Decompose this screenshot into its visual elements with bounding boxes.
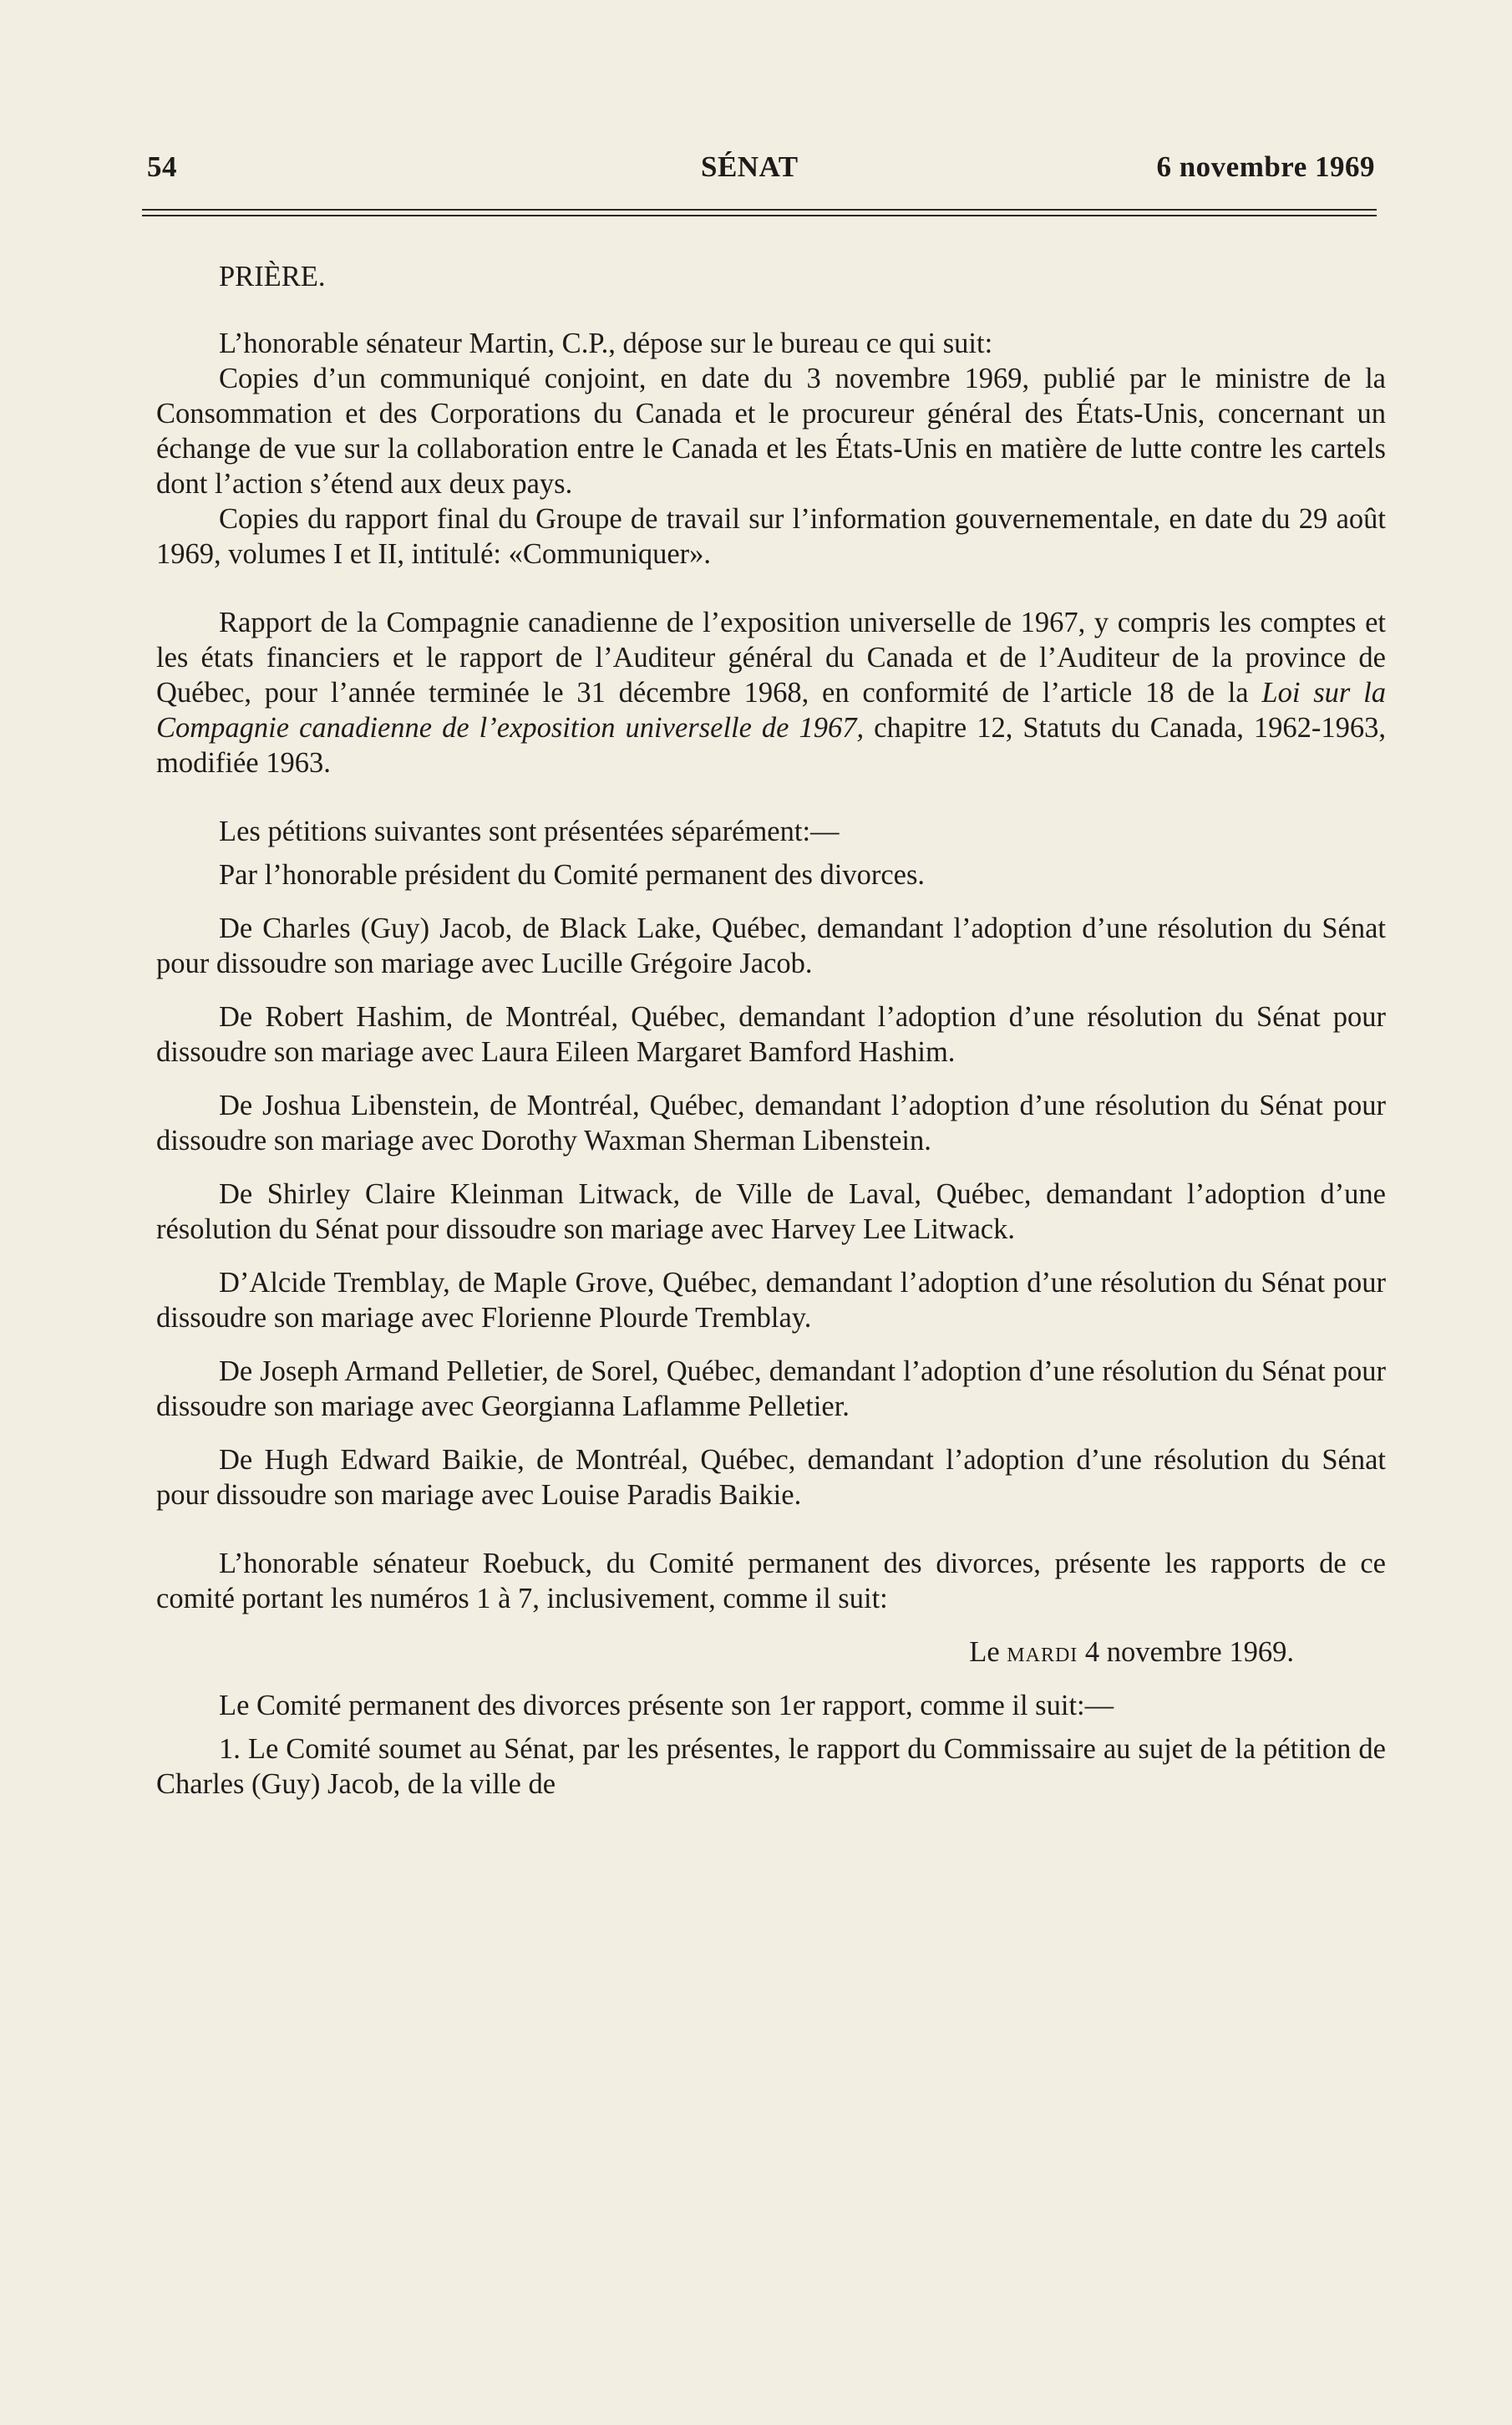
petition-litwack: De Shirley Claire Kleinman Litwack, de Ville de Laval, Québec, demandant l’adoption d’une résolution du Sénat pour dissoudre son mariage avec Harvey Lee Litwack.: [156, 1178, 1386, 1245]
paragraph-rapport-final: Copies du rapport final du Groupe de travail sur l’information gouvernementale, en date du 29 août 1969, volumes I et II, intitulé: «Communiquer».: [156, 503, 1386, 570]
date-line-suffix: 4 novembre 1969.: [1078, 1636, 1294, 1668]
date-line-prefix: Le: [969, 1636, 1007, 1668]
expo-report-text-a: Rapport de la Compagnie canadienne de l’exposition universelle de 1967, y compris les comptes et les états financiers et le rapport de l’Auditeur général du Canada et de l’Auditeur de la province de Québec, pour l’année terminée le 31 décembre 1968, en conformité de l’article 18 de la: [156, 607, 1386, 709]
expo-report-text-b: chapitre 12, Statuts du Canada, 1962-1963, modifiée 1963.: [156, 712, 1386, 779]
header-rule-top: [142, 209, 1377, 211]
section-heading: PRIÈRE.: [219, 261, 326, 292]
petition-libenstein: De Joshua Libenstein, de Montréal, Québec, demandant l’adoption d’une résolution du Sénat pour dissoudre son mariage avec Dorothy Waxman Sherman Libenstein.: [156, 1090, 1386, 1157]
report-date-line: [156, 1634, 1386, 1670]
petition-pelletier: De Joseph Armand Pelletier, de Sorel, Québec, demandant l’adoption d’une résolution du Sénat pour dissoudre son mariage avec Georgianna Laflamme Pelletier.: [156, 1355, 1386, 1422]
paragraph-petitions-intro: Les pétitions suivantes sont présentées séparément:—: [219, 816, 840, 847]
header-title: SÉNAT: [701, 150, 799, 183]
header-rule-bottom: [142, 215, 1377, 216]
paragraph-first-report: Le Comité permanent des divorces présente son 1er rapport, comme il suit:—: [219, 1690, 1114, 1721]
header-date: 6 novembre 1969: [1156, 150, 1375, 183]
expo-report-act-title: Loi sur la Compagnie canadienne de l’exposition universelle de 1967,: [156, 677, 1386, 744]
paragraph-tabling: L’honorable sénateur Martin, C.P., dépose sur le bureau ce qui suit:: [219, 328, 993, 359]
paragraph-petitions-by: Par l’honorable président du Comité permanent des divorces.: [219, 859, 926, 891]
date-line-day: mardi: [1007, 1636, 1078, 1668]
paragraph-roebuck-reports: L’honorable sénateur Roebuck, du Comité permanent des divorces, présente les rapports de ce comité portant les numéros 1 à 7, inclusivement, comme il suit:: [156, 1548, 1386, 1614]
paragraph-communique: Copies d’un communiqué conjoint, en date du 3 novembre 1969, publié par le ministre de la Consommation et des Corporations du Canada et le procureur général des États-Unis, concernant un échange de vue sur la collaboration entre le Canada et les États-Unis en matière de lutte contre les cartels dont l’action s’étend aux deux pays.: [156, 363, 1386, 500]
paragraph-expo-report: [156, 605, 1386, 780]
page-body: [156, 251, 1386, 1802]
page-header: [147, 150, 1375, 192]
petition-jacob: De Charles (Guy) Jacob, de Black Lake, Québec, demandant l’adoption d’une résolution du Sénat pour dissoudre son mariage avec Lucille Grégoire Jacob.: [156, 913, 1386, 979]
petition-hashim: De Robert Hashim, de Montréal, Québec, demandant l’adoption d’une résolution du Sénat pour dissoudre son mariage avec Laura Eileen Margaret Bamford Hashim.: [156, 1001, 1386, 1068]
petition-tremblay: D’Alcide Tremblay, de Maple Grove, Québec, demandant l’adoption d’une résolution du Sénat pour dissoudre son mariage avec Florienne Plourde Tremblay.: [156, 1267, 1386, 1334]
paragraph-item-1: 1. Le Comité soumet au Sénat, par les présentes, le rapport du Commissaire au sujet de la pétition de Charles (Guy) Jacob, de la ville de: [156, 1733, 1386, 1800]
petition-baikie: De Hugh Edward Baikie, de Montréal, Québec, demandant l’adoption d’une résolution du Sénat pour dissoudre son mariage avec Louise Paradis Baikie.: [156, 1444, 1386, 1511]
page-number: 54: [147, 150, 177, 183]
